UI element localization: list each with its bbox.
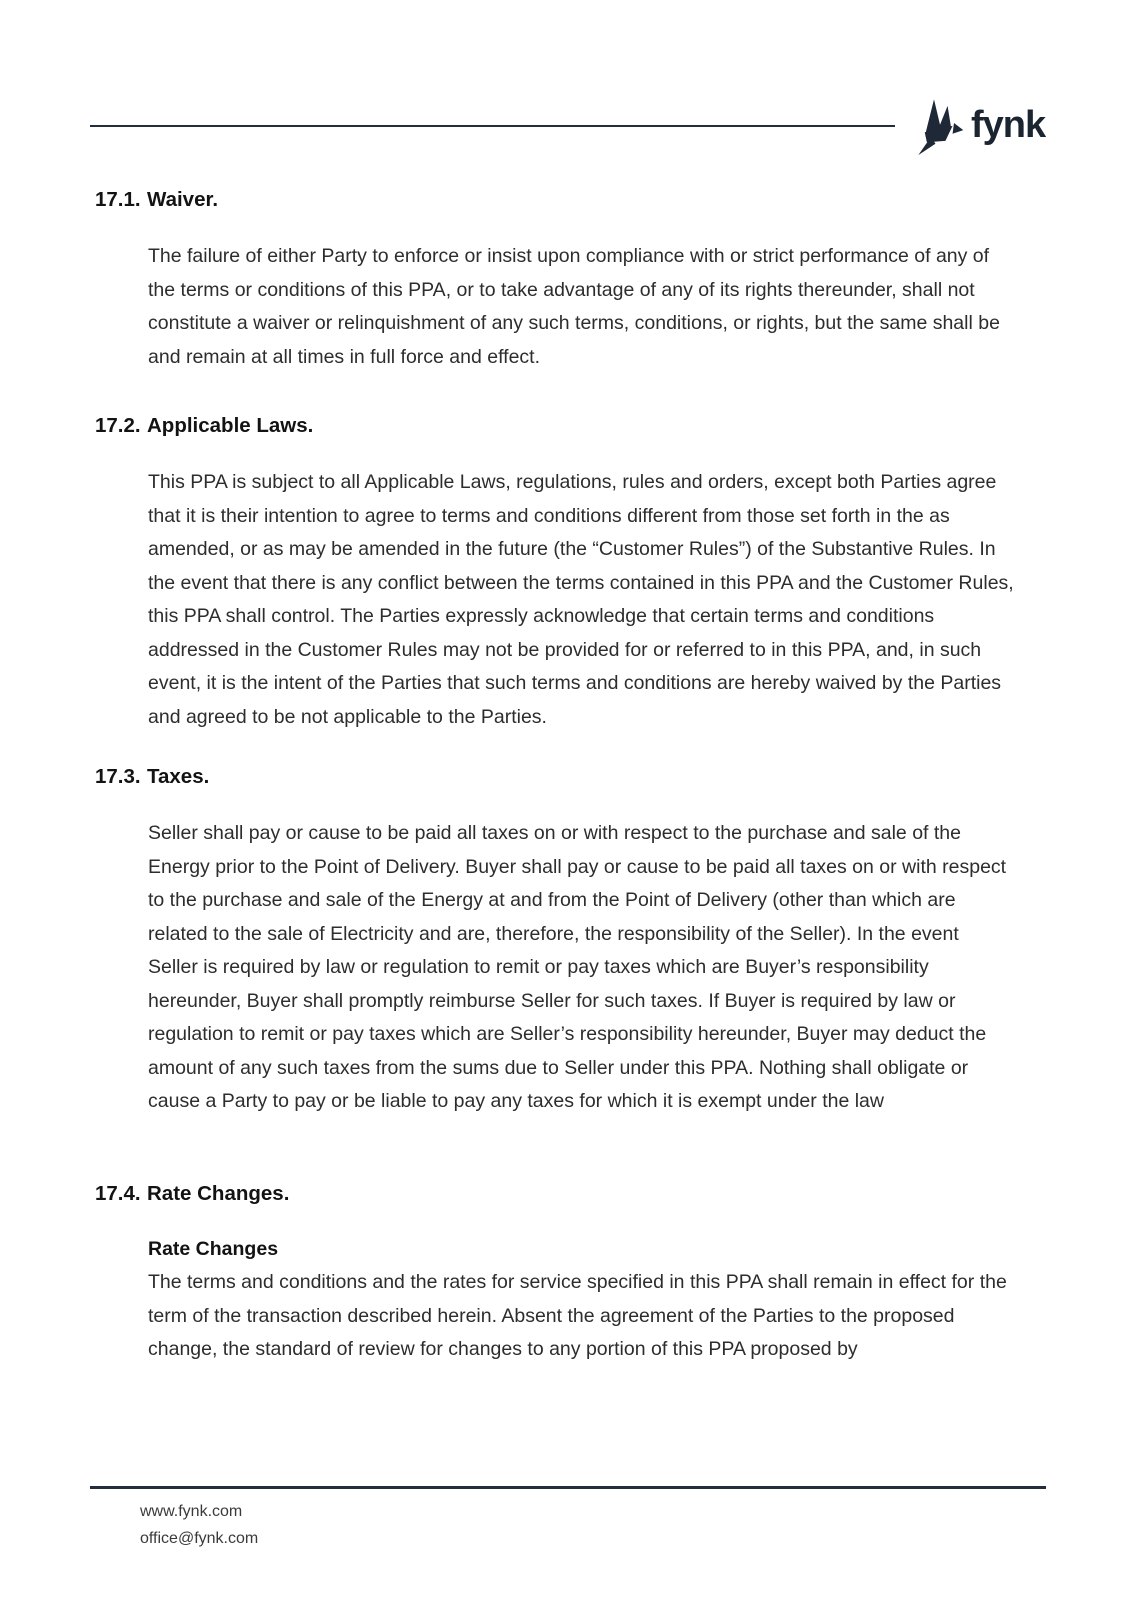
section-number: 17.3. — [95, 765, 141, 788]
footer-divider — [90, 1486, 1046, 1489]
section-heading — [95, 186, 1020, 214]
brand-logo — [914, 94, 1045, 162]
section-number: 17.2. — [95, 414, 141, 437]
section-paragraph: Seller shall pay or cause to be paid all taxes on or with respect to the purchase and sale of the Energy prior to the Point of Delivery. Buyer shall pay or cause to be paid all taxes on or with respect to the purchase and sale of the Energy at and from the Point of Delivery (other than which are related to the sale of Electricity and are, therefore, the responsibility of the Seller). In the event Seller is required by law or regulation to remit or pay taxes which are Buyer’s responsibility hereunder, Buyer shall promptly reimburse Seller for such taxes. If Buyer is required by law or regulation to remit or pay taxes which are Seller’s responsibility hereunder, Buyer may deduct the amount of any such taxes from the sums due to Seller under this PPA. Nothing shall obligate or cause a Party to pay or be liable to pay any taxes for which it is exempt under the law — [148, 822, 1007, 1112]
section-number: 17.4. — [95, 1182, 141, 1205]
section-paragraph: This PPA is subject to all Applicable Laws, regulations, rules and orders, except both Parties agree that it is their intention to agree to terms and conditions different from those set forth in the as amended, or as may be amended in the future (the “Customer Rules”) of the Substantive Rules. In the event that there is any conflict between the terms contained in this PPA and the Customer Rules, this PPA shall control. The Parties expressly acknowledge that certain terms and conditions addressed in the Customer Rules may not be provided for or referred to in this PPA, and, in such event, it is the intent of the Parties that such terms and conditions are hereby waived by the Parties and agreed to be not applicable to the Parties. — [148, 471, 1014, 728]
brand-name: fynk — [971, 104, 1046, 146]
section-paragraph: The terms and conditions and the rates for service specified in this PPA shall remain in effect for the term of the transaction described herein. Absent the agreement of the Parties to the proposed change, the standard of review for changes to any portion of this PPA proposed by — [148, 1271, 1007, 1360]
section-title: Waiver. — [147, 188, 219, 211]
section-title: Applicable Laws. — [147, 414, 314, 437]
section-number: 17.1. — [95, 188, 141, 211]
section-waiver — [95, 186, 1020, 374]
section-heading — [95, 763, 1020, 791]
section-subheading: Rate Changes — [148, 1238, 279, 1260]
section-title: Taxes. — [147, 765, 210, 788]
section-heading — [95, 1180, 1020, 1208]
footer-website: www.fynk.com — [140, 1503, 243, 1520]
section-rate-changes — [95, 1180, 1020, 1367]
footer-email: office@fynk.com — [140, 1529, 259, 1547]
section-title: Rate Changes. — [147, 1182, 290, 1205]
section-taxes — [95, 763, 1020, 1119]
section-applicable-laws — [95, 412, 1020, 734]
header-divider — [90, 125, 895, 127]
section-paragraph: The failure of either Party to enforce or insist upon compliance with or strict performance of any of the terms or conditions of this PPA, or to take advantage of any of its rights thereunder, shall not constitute a waiver or relinquishment of any such terms, conditions, or rights, but the same shall be and remain at all times in full force and effect. — [148, 245, 1000, 368]
section-heading — [95, 412, 1020, 440]
footer — [140, 1499, 258, 1552]
origami-crane-icon — [914, 96, 964, 160]
